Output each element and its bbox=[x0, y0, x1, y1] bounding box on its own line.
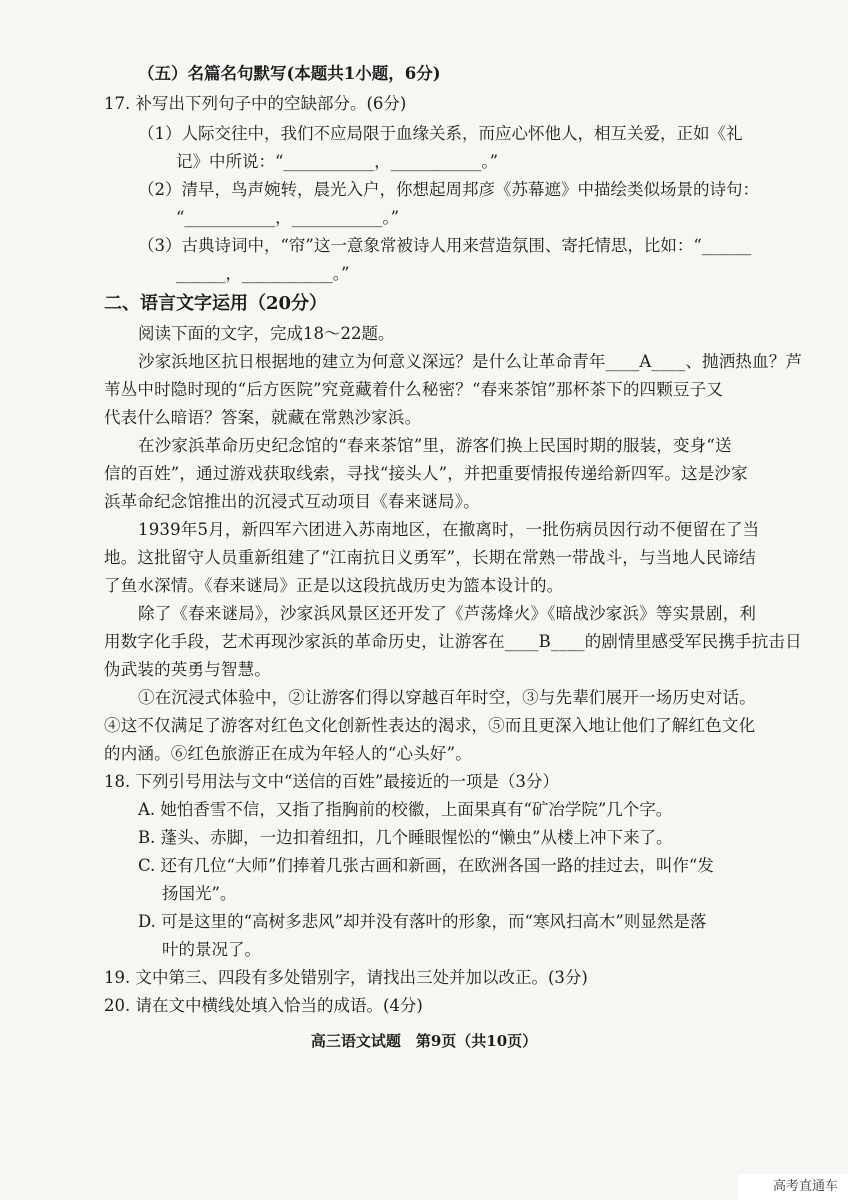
q18-option-d-line-1: D. 可是这里的“高树多悲风”却并没有落叶的形象，而“寒风扫高木”则显然是落 bbox=[138, 912, 707, 931]
passage-p4-line-2: 用数字化手段，艺术再现沙家浜的革命历史，让游客在____B____的剧情里感受军民携手抗击日 bbox=[104, 632, 802, 651]
q17-item-2-line-1: （2）清早，鸟声婉转，晨光入户，你想起周邦彦《苏幕遮》中描绘类似场景的诗句： bbox=[138, 180, 759, 199]
question-19-stem: 19. 文中第三、四段有多处错别字，请找出三处并加以改正。(3分) bbox=[104, 968, 588, 987]
watermark-label: 高考直通车 bbox=[738, 1174, 848, 1200]
q17-item-3-line-2: ______，___________。” bbox=[176, 264, 350, 283]
q18-option-d-line-2: 叶的景况了。 bbox=[162, 940, 261, 959]
reading-intro: 阅读下面的文字，完成18～22题。 bbox=[138, 324, 395, 343]
q18-option-b: B. 蓬头、赤脚，一边扣着纽扣，几个睡眼惺忪的“懒虫”从楼上冲下来了。 bbox=[138, 828, 673, 847]
passage-p2-line-3: 浜革命纪念馆推出的沉浸式互动项目《春来谜局》。 bbox=[104, 492, 480, 511]
page-footer: 高三语文试题 第9页（共10页） bbox=[310, 1032, 538, 1050]
passage-p1-line-2: 苇丛中时隐时现的“后方医院”究竟藏着什么秘密？“春来茶馆”那杯茶下的四颗豆子又 bbox=[104, 380, 724, 399]
question-17-stem: 17. 补写出下列句子中的空缺部分。(6分) bbox=[104, 94, 407, 113]
q18-option-c-line-2: 扬国光”。 bbox=[162, 884, 237, 903]
q17-item-3-line-1: （3）古典诗词中，“帘”这一意象常被诗人用来营造氛围、寄托情思，比如：“______ bbox=[138, 236, 752, 255]
passage-p3-line-2: 地。这批留守人员重新组建了“江南抗日义勇军”，长期在常熟一带战斗，与当地人民谛结 bbox=[104, 548, 756, 567]
q17-item-1-line-1: （1）人际交往中，我们不应局限于血缘关系，而应心怀他人，相互关爱，正如《礼 bbox=[138, 124, 743, 143]
passage-p1-line-3: 代表什么暗语？答案，就藏在常熟沙家浜。 bbox=[104, 408, 422, 427]
passage-p2-line-2: 信的百姓”，通过游戏获取线索，寻找“接头人”，并把重要情报传递给新四军。这是沙家 bbox=[104, 464, 748, 483]
question-20-stem: 20. 请在文中横线处填入恰当的成语。(4分) bbox=[104, 996, 423, 1015]
passage-p2-line-1: 在沙家浜革命历史纪念馆的“春来茶馆”里，游客们换上民国时期的服装，变身“送 bbox=[138, 436, 732, 455]
q18-option-a: A. 她怕香雪不信，又指了指胸前的校徽，上面果真有“矿冶学院”几个字。 bbox=[138, 800, 673, 819]
q17-item-1-line-2: 记》中所说：“___________，___________。” bbox=[176, 152, 499, 171]
passage-p3-line-3: 了鱼水深情。《春来谜局》正是以这段抗战历史为篮本设计的。 bbox=[104, 576, 564, 595]
q18-option-c-line-1: C. 还有几位“大师”们捧着几张古画和新画，在欧洲各国一路的挂过去，叫作“发 bbox=[138, 856, 714, 875]
passage-p4-line-3: 伪武装的英勇与智慧。 bbox=[104, 660, 271, 679]
passage-p3-line-1: 1939年5月，新四军六团进入苏南地区，在撤离时，一批伤病员因行动不便留在了当 bbox=[138, 520, 760, 539]
q17-item-2-line-2: “___________，___________。” bbox=[176, 208, 400, 227]
passage-p5-line-3: 的内涵。⑥红色旅游正在成为年轻人的“心头好”。 bbox=[104, 744, 472, 763]
passage-p1-line-1: 沙家浜地区抗日根据地的建立为何意义深远？是什么让革命青年____A____、抛洒热血？芦 bbox=[138, 352, 803, 371]
section-two-header: 二、语言文字运用（20分） bbox=[104, 293, 328, 314]
passage-p5-line-2: ④这不仅满足了游客对红色文化创新性表达的渴求，⑤而且更深入地让他们了解红色文化 bbox=[104, 716, 756, 735]
section-five-header: （五）名篇名句默写(本题共1小题，6分) bbox=[138, 64, 441, 83]
passage-p5-line-1: ①在沉浸式体验中，②让游客们得以穿越百年时空，③与先辈们展开一场历史对话。 bbox=[138, 688, 756, 707]
question-18-stem: 18. 下列引号用法与文中“送信的百姓”最接近的一项是（3分） bbox=[104, 772, 559, 791]
passage-p4-line-1: 除了《春来谜局》，沙家浜风景区还开发了《芦荡烽火》《暗战沙家浜》等实景剧，利 bbox=[138, 604, 757, 623]
